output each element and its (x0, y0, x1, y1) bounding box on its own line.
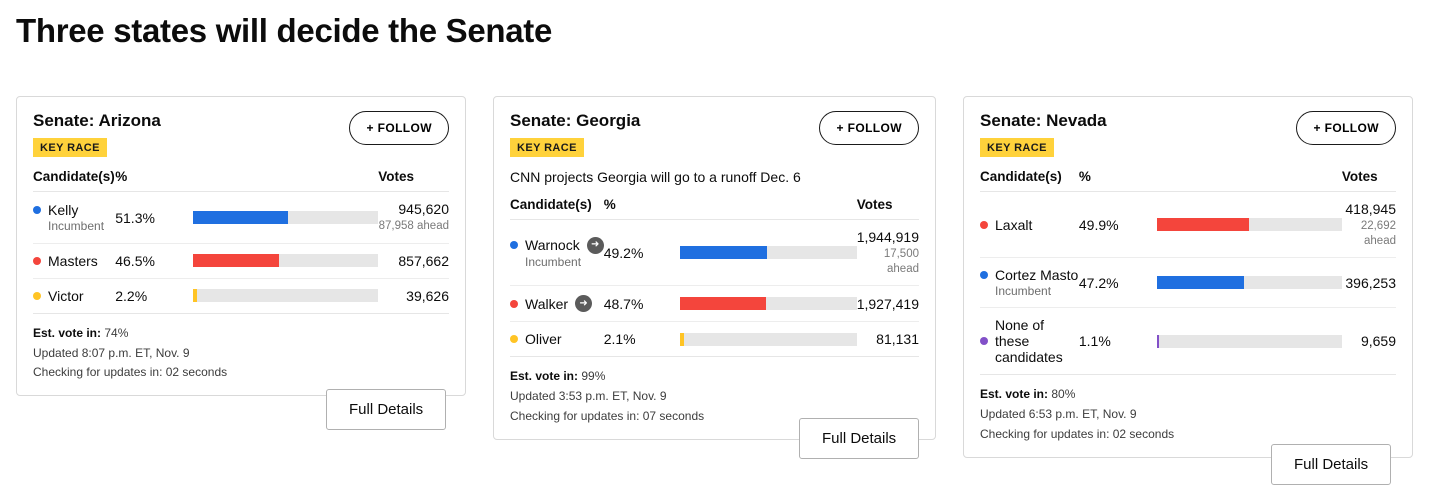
est-vote-value: 99% (581, 369, 606, 384)
col-votes: Votes (378, 169, 449, 192)
candidate-cell (33, 243, 115, 278)
table-header-row (980, 169, 1396, 192)
candidate-votes: 81,131 (876, 331, 919, 348)
table-header-row (510, 197, 919, 220)
candidate-votes: 418,945 (1345, 201, 1396, 218)
candidate-votes: 1,927,419 (856, 295, 919, 312)
est-vote-value: 80% (1051, 387, 1076, 402)
updated-time: Updated 6:53 p.m. ET, Nov. 9 (980, 406, 1137, 421)
votes-cell (378, 192, 449, 243)
vote-bar (1157, 258, 1342, 308)
party-color-dot (510, 335, 518, 343)
vote-bar (193, 243, 378, 278)
table-row (510, 322, 919, 357)
status-badge: KEY RACE (980, 138, 1054, 157)
party-color-dot (980, 337, 988, 345)
candidate-name: Masters (48, 252, 98, 269)
candidate-cell (980, 258, 1079, 308)
candidate-votes: 396,253 (1345, 274, 1396, 291)
race-cards-board (0, 50, 1429, 480)
candidate-name: None of these candidates (995, 317, 1063, 366)
vote-bar (193, 278, 378, 313)
race-title: Senate: Arizona (33, 111, 161, 130)
col-candidates: Candidate(s) (510, 197, 604, 220)
race-title-block (980, 111, 1107, 157)
col-votes: Votes (857, 197, 919, 220)
votes-cell (857, 220, 919, 286)
col-votes: Votes (1342, 169, 1396, 192)
candidate-votes: 945,620 (398, 201, 449, 218)
table-row (33, 192, 449, 243)
col-percent: % (604, 197, 680, 220)
follow-button[interactable]: + FOLLOW (819, 111, 919, 145)
candidate-cell (980, 308, 1079, 375)
race-card-georgia (493, 96, 936, 440)
candidate-votes: 39,626 (406, 287, 449, 304)
party-color-dot (980, 271, 988, 279)
checking-status: Checking for updates in: 02 seconds (980, 426, 1175, 441)
table-row (980, 308, 1396, 375)
party-color-dot (33, 257, 41, 265)
vote-bar (1157, 308, 1342, 375)
race-card-arizona (16, 96, 466, 396)
incumbent-label: Incumbent (48, 219, 105, 234)
candidate-name: Victor (48, 287, 84, 304)
race-meta (980, 385, 1396, 444)
table-header-row (33, 169, 449, 192)
race-title: Senate: Nevada (980, 111, 1107, 130)
votes-cell (857, 286, 919, 322)
est-vote-label: Est. vote in: (510, 369, 579, 384)
vote-bar (680, 322, 857, 357)
candidate-percent: 46.5% (115, 243, 193, 278)
candidate-cell (510, 286, 604, 322)
vote-bar (680, 286, 857, 322)
votes-cell (857, 322, 919, 357)
checking-status: Checking for updates in: 07 seconds (510, 408, 705, 423)
party-color-dot (980, 221, 988, 229)
candidate-cell (33, 192, 115, 243)
race-card-nevada (963, 96, 1413, 458)
candidate-cell (510, 322, 604, 357)
status-badge: KEY RACE (510, 138, 584, 157)
candidate-percent: 2.2% (115, 278, 193, 313)
col-candidates: Candidate(s) (33, 169, 115, 192)
card-header (510, 111, 919, 157)
est-vote-label: Est. vote in: (33, 325, 102, 340)
race-title: Senate: Georgia (510, 111, 641, 130)
table-row (980, 192, 1396, 258)
candidate-cell (33, 278, 115, 313)
results-table (980, 169, 1396, 375)
results-table (33, 169, 449, 313)
candidate-name: Oliver (525, 331, 562, 348)
party-color-dot (510, 300, 518, 308)
est-vote-label: Est. vote in: (980, 387, 1049, 402)
candidate-votes: 857,662 (398, 252, 449, 269)
candidate-votes: 9,659 (1360, 333, 1396, 350)
full-details-button-nevada[interactable]: Full Details (1271, 444, 1391, 485)
table-row (510, 220, 919, 286)
ahead-label: 87,958 ahead (378, 220, 449, 233)
vote-bar (680, 220, 857, 286)
results-table (510, 197, 919, 357)
runoff-arrow-icon: ➜ (575, 295, 592, 312)
race-title-block (510, 111, 640, 157)
col-percent: % (1079, 169, 1157, 192)
updated-time: Updated 8:07 p.m. ET, Nov. 9 (33, 345, 190, 360)
full-details-button-georgia[interactable]: Full Details (799, 418, 919, 459)
race-title-block (33, 111, 161, 157)
vote-bar (1157, 192, 1342, 258)
table-row (510, 286, 919, 322)
candidate-name: Laxalt (995, 216, 1033, 233)
candidate-percent: 2.1% (604, 322, 680, 357)
updated-time: Updated 3:53 p.m. ET, Nov. 9 (510, 388, 667, 403)
candidate-percent: 51.3% (115, 192, 193, 243)
table-row (980, 258, 1396, 308)
full-details-button-arizona[interactable]: Full Details (326, 389, 446, 430)
est-vote-value: 74% (104, 325, 129, 340)
col-percent: % (115, 169, 193, 192)
ahead-label: 22,692 ahead (1360, 220, 1396, 247)
party-color-dot (510, 241, 518, 249)
candidate-percent: 49.9% (1079, 192, 1157, 258)
runoff-arrow-icon: ➜ (587, 237, 604, 254)
ahead-label: 17,500 ahead (883, 248, 919, 275)
table-row (33, 243, 449, 278)
race-meta (33, 324, 449, 383)
candidate-name: Warnock (525, 237, 580, 254)
table-row (33, 278, 449, 313)
follow-button[interactable]: + FOLLOW (349, 111, 449, 145)
projection-text: CNN projects Georgia will go to a runoff Dec. 6 (510, 169, 801, 186)
candidate-name: Walker (525, 295, 569, 312)
party-color-dot (33, 292, 41, 300)
votes-cell (1342, 308, 1396, 375)
col-bar (1157, 169, 1342, 192)
votes-cell (378, 278, 449, 313)
candidate-name: Cortez Masto (995, 267, 1079, 284)
votes-cell (378, 243, 449, 278)
follow-button[interactable]: + FOLLOW (1296, 111, 1396, 145)
vote-bar (193, 192, 378, 243)
card-header (980, 111, 1396, 157)
votes-cell (1342, 192, 1396, 258)
status-badge: KEY RACE (33, 138, 107, 157)
candidate-percent: 48.7% (604, 286, 680, 322)
incumbent-label: Incumbent (995, 284, 1052, 299)
page-title: Three states will decide the Senate (16, 12, 553, 49)
col-bar (193, 169, 378, 192)
party-color-dot (33, 206, 41, 214)
card-header (33, 111, 449, 157)
candidate-name: Kelly (48, 202, 79, 219)
candidate-cell (980, 192, 1079, 258)
incumbent-label: Incumbent (525, 254, 582, 269)
candidate-percent: 49.2% (604, 220, 680, 286)
candidate-percent: 47.2% (1079, 258, 1157, 308)
col-candidates: Candidate(s) (980, 169, 1079, 192)
checking-status: Checking for updates in: 02 seconds (33, 365, 228, 380)
col-bar (680, 197, 857, 220)
votes-cell (1342, 258, 1396, 308)
candidate-votes: 1,944,919 (856, 229, 919, 246)
candidate-cell (510, 220, 604, 286)
candidate-percent: 1.1% (1079, 308, 1157, 375)
